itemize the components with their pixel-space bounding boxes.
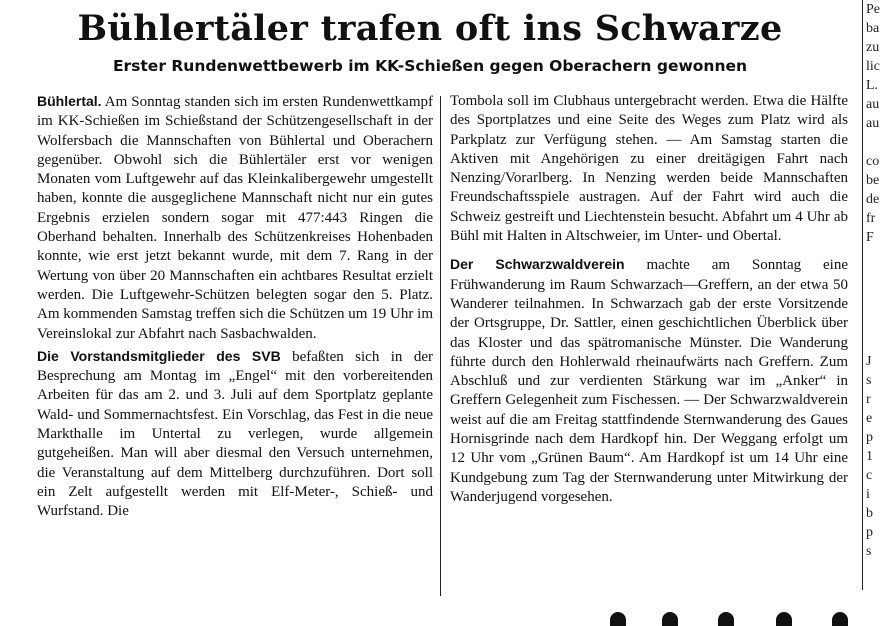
paragraph-svb — [37, 347, 433, 522]
left-column — [37, 92, 433, 522]
paragraph-text: machte am Sonntag eine Frühwanderung im Raum Schwarzach—Greffern, an der etwa 50 Wanderer teilnahmen. In Schwarzach gab der erste Vorsitzende der Ortsgruppe, Dr. Sattler, einen geschichtlichen Überblick über das Kloster und das spätromanische Münster. Die Wanderung führte durch den Hohlerwald rheinaufwärts nach Greffern. Zum Abschluß und zur verdienten Stärkung war im „Anker“ in Greffern Gelegenheit zum Fischessen. — Der Schwarzwaldverein weist auf die am Freitag stattfindende Sternwanderung des Gaues Hornisgrinde nach dem Hardkopf hin. Der Weggang erfolgt um 12 Uhr vom „Grünen Baum“. Am Hardkopf ist um 14 Uhr eine Kundgebung zum Tag der Sternwanderung unter Mitwirkung der Wanderjugend vorgesehen. — [450, 257, 848, 505]
paragraph-text: Tombola soll im Clubhaus untergebracht werden. Etwa die Hälfte des Sportplatzes und eine Seite des Weges zum Platz wird als Parkplatz zur Verfügung stehen. — Am Samstag starten die Aktiven mit Angehörigen zu einer dreitägigen Fahrt nach Nenzing/Vorarlberg. In Nenzing werden beide Mannschaften Freundschaftsspiele austragen. Auf der Fahrt wird auch die Schweiz gestreift und Liechtenstein besucht. Abfahrt um 4 Uhr ab Bühl mit Halten in Altschweier, im Unter- und Obertal. — [450, 93, 848, 245]
paragraph-schwarzwaldverein — [450, 255, 848, 507]
paragraph-text: Am Sonntag standen sich im ersten Rundenwettkampf im KK-Schießen im Schießstand der Schützengesellschaft in der Wolfersbach die Mannschaften von Bühlertal und Oberachern gegenüber. Obwohl sich die Bühlertäler erst vor wenigen Monaten vom Luftgewehr auf das Kleinkalibergewehr umgestellt haben, konnte die ausgeglichene Mannschaft nicht nur ein gutes Ergebnis erzielen sondern sogar mit 477:443 Ringen die Oberhand behalten. Innerhalb des Schützenkreises Hohenbaden konnte, wie erst jetzt bekannt wurde, mit dem 7. Rang in der Wertung von über 20 Mannschaften ein achtbares Resultat erzielt werden. Die Luftgewehr-Schützen belegten sogar den 5. Platz. Am kommenden Samstag treffen sich die Schützen um 19 Uhr im Vereinslokal zur Abfahrt nach Sasbachwalden. — [37, 94, 433, 342]
article-headline: Bühlertäler trafen oft ins Schwarze — [77, 8, 783, 49]
paragraph-lead: Der Schwarzwaldverein — [450, 256, 625, 273]
paragraph-lead: Bühlertal. — [37, 93, 102, 109]
article-subheadline: Erster Rundenwettbewerb im KK-Schießen gegen Oberachern gewonnen — [112, 57, 748, 75]
paragraph-tombola — [450, 92, 848, 246]
adjacent-column-fragment-bottom: J s r e p 1 c i b p s — [866, 354, 873, 559]
adjacent-column-rule — [862, 0, 863, 590]
adjacent-column-fragment-top: Pe ba zu lic L. au au co be de fr F — [866, 2, 880, 245]
paragraph-lead: Die Vorstandsmitglieder des SVB — [37, 347, 281, 364]
next-headline-fragment — [600, 612, 878, 626]
right-column — [450, 92, 848, 507]
column-divider — [440, 96, 441, 596]
paragraph-text: befaßten sich in der Besprechung am Montag im „Engel“ mit den vorbereitenden Arbeiten für das am 2. und 3. Juli auf dem Sportplatz geplante Wald- und Sommernachtsfest. Ein Vorschlag, das Fest in die neue Markthalle im Untertal zu verlegen, wurde allgemein gutgeheißen. Man will aber diesmal den Versuch unternehmen, die Veranstaltung auf dem Mittelberg durchzuführen. Dort soll ein Zelt aufgestellt werden mit Elf-Meter-, Schieß- und Wurfstand. Die — [37, 348, 433, 520]
paragraph-shooting — [37, 92, 433, 344]
